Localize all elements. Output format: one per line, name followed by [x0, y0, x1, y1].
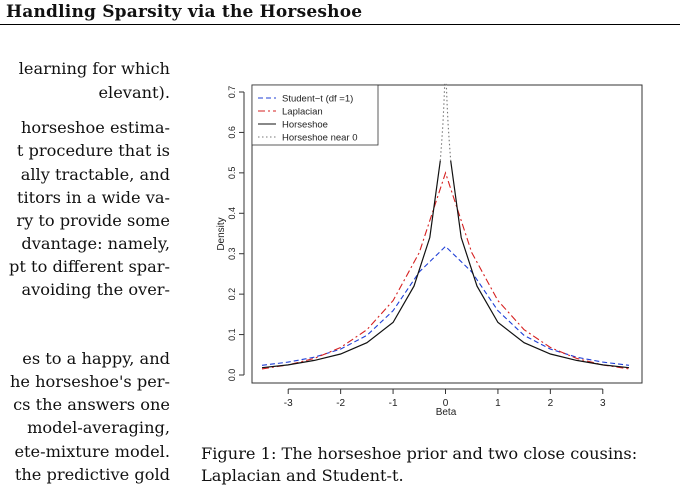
body-text-line: the predictive gold: [14, 465, 170, 484]
x-tick-label: -3: [283, 398, 293, 409]
figure-caption-line-1: Figure 1: The horseshoe prior and two close cousins:: [201, 444, 638, 463]
figure-caption-line-2: Laplacian and Student-t.: [201, 466, 404, 485]
y-tick-label: 0.3: [227, 247, 237, 260]
body-text-line: elevant).: [98, 83, 170, 102]
legend-label: Horseshoe: [282, 119, 328, 131]
body-text-line: learning for which: [18, 59, 170, 78]
legend-label: Horseshoe near 0: [282, 132, 358, 144]
body-text-line: model-averaging,: [27, 418, 170, 437]
density-plot: [196, 60, 680, 420]
body-text-line: dvantage: namely,: [21, 234, 170, 253]
figure-1: [196, 60, 680, 490]
x-tick-label: 0: [442, 398, 449, 409]
y-tick-label: 0.6: [227, 126, 237, 139]
x-axis-label: Beta: [435, 407, 457, 418]
y-tick-label: 0.4: [227, 207, 237, 220]
body-text-line: avoiding the over-: [21, 280, 170, 299]
legend-label: Laplacian: [282, 106, 323, 118]
x-tick-label: -2: [336, 398, 346, 409]
body-text-line: horseshoe estima-: [20, 118, 170, 137]
y-tick-label: 0.5: [227, 166, 237, 180]
y-axis: [227, 86, 244, 382]
y-tick-label: 0.7: [227, 85, 237, 99]
y-tick-label: 0.0: [227, 368, 237, 382]
y-tick-label: 0.2: [227, 287, 237, 301]
header-rule: [0, 24, 680, 25]
x-tick-label: -1: [388, 398, 398, 409]
body-text-line: pt to different spar-: [9, 257, 170, 276]
body-text-line: es to a happy, and: [22, 349, 170, 368]
body-text-line: he horseshoe's per-: [9, 372, 170, 391]
body-text-line: ally tractable, and: [20, 165, 170, 184]
x-tick-label: 2: [547, 398, 554, 409]
x-tick-label: 3: [600, 398, 606, 409]
body-text-line: ete-mixture model.: [14, 442, 170, 461]
x-axis: [284, 389, 606, 409]
series-line-1: [262, 173, 629, 369]
y-tick-label: 0.1: [227, 328, 237, 341]
running-title: Handling Sparsity via the Horseshoe: [6, 2, 363, 22]
body-text-line: titors in a wide va-: [16, 188, 170, 207]
y-axis-label: Density: [216, 217, 227, 251]
body-text-line: t procedure that is: [16, 141, 170, 160]
legend-label: Student−t (df =1): [282, 93, 354, 105]
x-tick-label: 1: [495, 398, 501, 409]
body-text-line: cs the answers one: [13, 395, 170, 414]
series-line-2: [262, 161, 629, 368]
series-line-0: [262, 246, 629, 365]
body-text-line: ry to provide some: [16, 211, 170, 230]
legend: [252, 85, 378, 145]
series-line-3: [440, 84, 450, 161]
